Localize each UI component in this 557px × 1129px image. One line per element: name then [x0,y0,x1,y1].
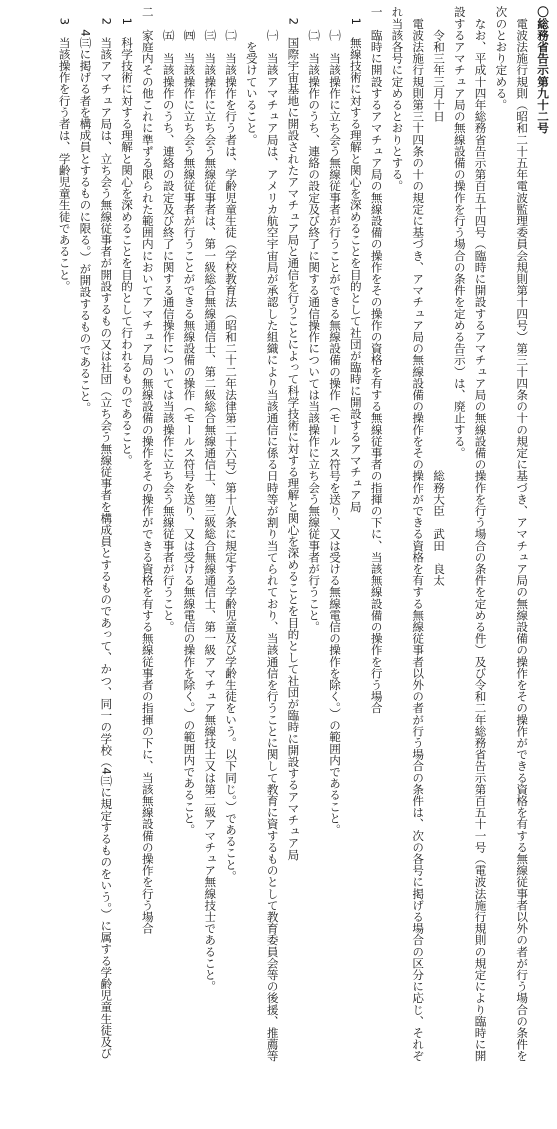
subitem-line: ㈣ 当該操作に立ち会う無線従事者が行うことができる無線設備の操作（モールス符号を送り、又は受ける無線電信の操作を除く。）の範囲内であること。 [182,6,197,836]
subitem-line: ㈠ 当該アマチュア局は、アメリカ航空宇宙局が承認した組織により当該通信に係る日時等が割り当てられており、当該通信を行うことに関して教育に資するものとして教育委員会等の後援、推薦等 [265,6,280,1062]
item-line: 2 当該アマチュア局は、立ち会う無線従事者が開設するもの又は社団（立ち会う無線従事者を構成員とするものであって、かつ、同一の学校（4㈢に規定するものをいう。）に属する学齢児童生徒及び [99,6,114,1059]
item-line: 2 国際宇宙基地に開設されたアマチュア局と通信を行うことによって科学技術に対する理解と関心を深めることを目的として社団が臨時に開設するアマチュア局 [286,6,301,861]
subitem-line: ㈤ 当該操作のうち、連絡の設定及び終了に関する通信操作については当該操作に立ち会う無線従事者が行うこと。 [161,6,176,633]
text-line: 設するアマチュア局の無線設備の操作を行う場合の条件を定める告示）は、廃止する。 [452,6,467,459]
item-line: 3 当該操作を行う者は、学齢児童生徒であること。 [57,6,72,292]
subitem-line: を受けていること。 [244,6,259,146]
text-line: 電波法施行規則（昭和二十五年電波監理委員会規則第十四号）第三十四条の十の規定に基づき、アマチュア局の無線設備の操作をその操作ができる資格を有する無線従事者以外の者が行う場合の条件を [515,6,530,1062]
notice-title: 〇総務省告示第九十二号 [536,6,550,134]
date-and-signature-line: 令和三年三月十日 総務大臣 武田 良太 [432,6,447,586]
section-heading: 二 家庭内その他これに準ずる限られた範囲内においてアマチュア局の無線設備の操作をその操作ができる資格を有する無線従事者の指揮の下に、当該無線設備の操作を行う場合 [140,6,155,934]
text-line: 電波法施行規則第三十四条の十の規定に基づき、アマチュア局の無線設備の操作をその操作ができる資格を有する無線従事者以外の者が行う場合の条件は、次の各号に掲げる場合の区分に応じ、それぞ [411,6,426,1062]
subitem-line: ㈢ 当該操作に立ち会う無線従事者は、第一級総合無線通信士、第二級総合無線通信士、第三級総合無線通信士、第一級アマチュア無線技士又は第二級アマチュア無線技士であること。 [203,6,218,992]
notice-document [54,6,553,1122]
text-line: れ当該各号に定めるとおりとする。 [390,6,405,192]
text-line: 次のとおり定める。 [494,6,509,111]
subitem-line: ㈡ 当該操作を行う者は、学齢児童生徒（学校教育法（昭和二十二年法律第二十六号）第十八条に規定する学齢児童及び学齢生徒をいう。以下同じ。）であること。 [224,6,239,882]
text-line: なお、平成十四年総務省告示第百五十四号（臨時に開設するアマチュア局の無線設備の操作を行う場合の条件を定める件）及び令和二年総務省告示第百五十一号（電波法施行規則の規定により臨時に開 [473,6,488,1062]
section-heading: 一 臨時に開設するアマチュア局の無線設備の操作をその操作の資格を有する無線従事者の指揮の下に、当該無線設備の操作を行う場合 [369,6,384,714]
item-line: 1 無線技術に対する理解と関心を深めることを目的として社団が臨時に開設するアマチュア局 [348,6,363,513]
item-line: 1 科学技術に対する理解と関心を深めることを目的として行われるものであること。 [120,6,135,466]
subitem-line: ㈡ 当該操作のうち、連絡の設定及び終了に関する通信操作については当該操作に立ち会う無線従事者が行うこと。 [307,6,322,633]
subitem-line: ㈠ 当該操作に立ち会う無線従事者が行うことができる無線設備の操作（モールス符号を送り、又は受ける無線電信の操作を除く。）の範囲内であること。 [328,6,343,836]
item-line: 4㈢に掲げる者を構成員とするものに限る。）が開設するものであること。 [78,6,93,414]
